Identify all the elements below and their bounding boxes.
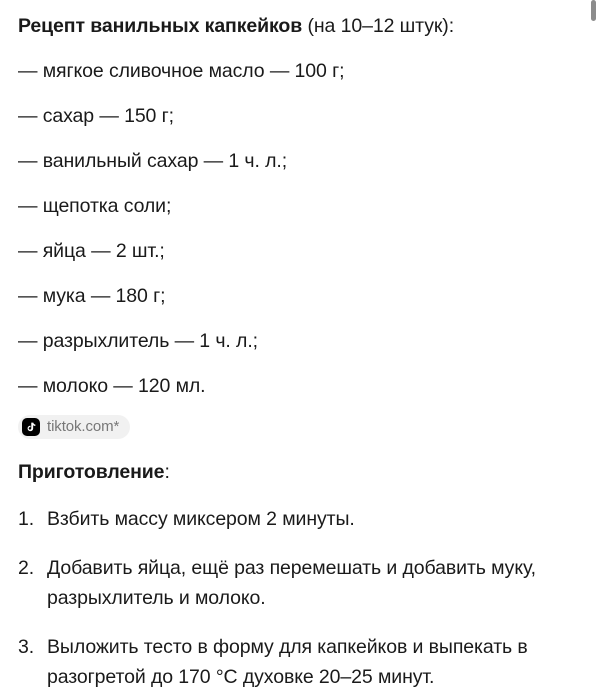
list-item: — мягкое сливочное масло — 100 г;: [18, 60, 345, 82]
tiktok-icon: [22, 418, 40, 436]
step-marker: 1.: [18, 508, 35, 530]
steps-heading-regular: :: [164, 461, 170, 483]
ingredients-list: [18, 58, 582, 399]
step-text: Выложить тесто в форму для капкейков и выпекать в разогретой до 170 °C духовке 20–25 минут.: [47, 636, 528, 688]
list-item: [18, 632, 580, 692]
list-item: — разрыхлитель — 1 ч. л.;: [18, 330, 258, 352]
scrollbar[interactable]: [588, 0, 600, 687]
steps-heading: [18, 439, 582, 485]
step-marker: 2.: [18, 557, 35, 579]
list-item: — щепотка соли;: [18, 195, 172, 217]
page-title-bold: Рецепт ванильных капкейков: [18, 15, 303, 37]
list-item: [18, 504, 580, 534]
step-text: Добавить яйца, ещё раз перемешать и добавить муку, разрыхлитель и молоко.: [47, 557, 536, 609]
steps-list: [18, 504, 582, 692]
steps-heading-bold: Приготовление: [18, 461, 165, 483]
list-item: — молоко — 120 мл.: [18, 375, 206, 397]
source-citation-badge[interactable]: [18, 415, 130, 439]
page-title: [18, 0, 582, 39]
list-item: [18, 553, 580, 613]
list-item: — сахар — 150 г;: [18, 105, 174, 127]
list-item: — мука — 180 г;: [18, 285, 166, 307]
step-marker: 3.: [18, 636, 35, 658]
page-title-regular: (на 10–12 штук):: [302, 15, 455, 37]
list-item: — яйца — 2 шт.;: [18, 240, 165, 262]
list-item: — ванильный сахар — 1 ч. л.;: [18, 150, 288, 172]
step-text: Взбить массу миксером 2 минуты.: [47, 508, 355, 530]
source-badge-row: [18, 415, 582, 439]
source-badge-label: tiktok.com*: [47, 418, 120, 435]
scrollbar-thumb[interactable]: [591, 0, 596, 21]
